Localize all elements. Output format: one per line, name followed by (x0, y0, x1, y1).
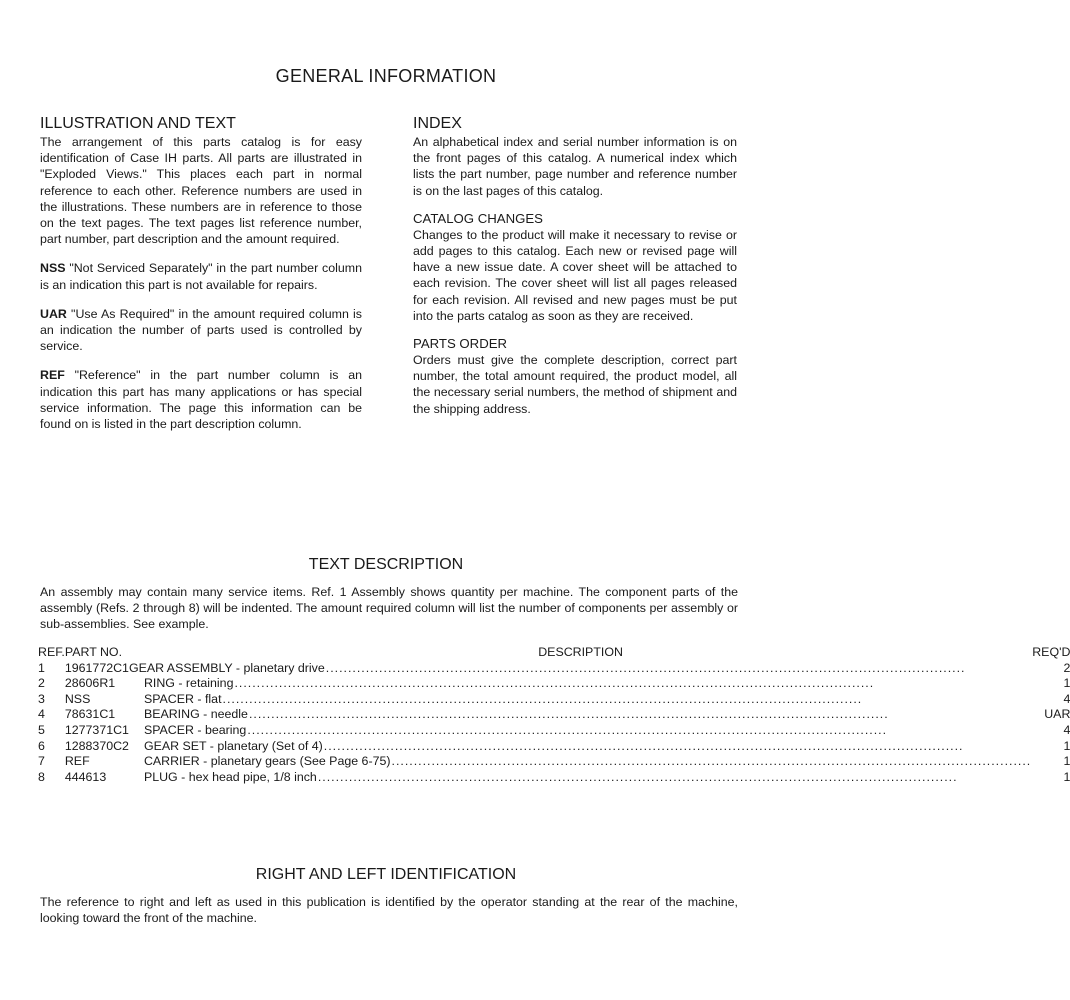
leader-dots (249, 707, 1046, 723)
row-part-no: 1961772C1 (64, 660, 129, 675)
ref-term: REF (40, 368, 65, 383)
row-reqd: 4 (1063, 722, 1070, 737)
table-row (38, 754, 1070, 770)
row-description-cell (129, 754, 1032, 770)
right-column (413, 114, 737, 417)
right-left-heading: RIGHT AND LEFT IDENTIFICATION (255, 866, 517, 883)
row-reqd: 2 (1063, 660, 1070, 675)
leader-dots (223, 692, 1047, 708)
row-description: CARRIER - planetary gears (See Page 6-75) (143, 754, 391, 769)
row-ref: 7 (38, 754, 45, 769)
row-reqd: 1 (1063, 676, 1070, 691)
table-row (38, 676, 1070, 692)
table-row (38, 707, 1070, 723)
parts-order-body: Orders must give the complete description, correct part number, the total amount required, the product model, all the necessary serial numbers, the method of shipment and the shipping address. (413, 353, 737, 416)
illustration-heading: ILLUSTRATION AND TEXT (40, 115, 236, 132)
uar-term: UAR (40, 306, 67, 321)
leader-dots (326, 661, 1031, 677)
row-part-no: 28606R1 (64, 676, 116, 691)
row-description: SPACER - bearing (143, 722, 247, 737)
row-part-no: NSS (64, 691, 91, 706)
row-description-cell (129, 661, 1032, 677)
parts-order-heading: PARTS ORDER (413, 336, 508, 352)
catalog-changes-heading: CATALOG CHANGES (413, 210, 543, 226)
row-description-cell (129, 739, 1032, 755)
row-ref: 8 (38, 769, 45, 784)
left-column (40, 114, 362, 432)
row-description: BEARING - needle (143, 707, 248, 722)
row-description: GEAR SET - planetary (Set of 4) (143, 738, 323, 753)
row-description: RING - retaining (143, 676, 234, 691)
table-row (38, 692, 1070, 708)
leader-dots (324, 739, 1046, 755)
header-ref: REF. (38, 645, 65, 659)
leader-dots (318, 770, 1046, 786)
row-reqd: 1 (1063, 738, 1070, 753)
nss-definition (40, 260, 362, 292)
row-part-no: 1277371C1 (64, 722, 129, 737)
catalog-changes-body: Changes to the product will make it necessary to revise or add pages to this catalog. Each new or revised page will have a new issue date. A cover sheet will be attached to each revision. The cover sheet will list all pages released for each revision. All revised and new pages must be put into the parts catalog as soon as they are received. (413, 227, 737, 323)
row-reqd: 1 (1063, 769, 1070, 784)
uar-text: "Use As Required" in the amount required column is an indication the number of parts used is controlled by service. (40, 306, 362, 354)
row-description-cell (129, 770, 1032, 786)
row-ref: 2 (38, 676, 45, 691)
row-reqd: 4 (1063, 691, 1070, 706)
nss-text: "Not Serviced Separately" in the part number column is an indication this part is not available for repairs. (40, 261, 362, 292)
header-description: DESCRIPTION (538, 645, 623, 659)
row-ref: 1 (38, 660, 45, 675)
uar-definition (40, 306, 362, 355)
header-part-no: PART NO. (64, 645, 123, 659)
table-row (38, 770, 1070, 786)
ref-text: "Reference" in the part number column is an indication this part has many applications or has special service information. The page this information can be found on is listed in the part description column. (40, 368, 362, 432)
leader-dots (234, 676, 1046, 692)
row-ref: 4 (38, 707, 45, 722)
row-ref: 3 (38, 691, 45, 706)
row-part-no: REF (64, 754, 90, 769)
right-left-body: The reference to right and left as used in this publication is identified by the operator standing at the rear of the machine, looking toward the front of the machine. (40, 895, 738, 926)
row-description: PLUG - hex head pipe, 1/8 inch (143, 769, 317, 784)
header-reqd: REQ'D (1032, 645, 1070, 659)
index-body: An alphabetical index and serial number information is on the front pages of this catalog. A numerical index which lists the part number, page number and reference number is on the last pages of this catalog. (413, 135, 737, 198)
row-ref: 6 (38, 738, 45, 753)
row-description-cell (129, 692, 1032, 708)
row-reqd: 1 (1063, 754, 1070, 769)
index-heading: INDEX (413, 115, 462, 132)
table-row (38, 661, 1070, 677)
row-ref: 5 (38, 722, 45, 737)
table-row (38, 739, 1070, 755)
row-description-cell (129, 723, 1032, 739)
ref-definition (40, 367, 362, 432)
row-part-no: 78631C1 (64, 707, 116, 722)
table-row (38, 723, 1070, 739)
row-part-no: 1288370C2 (64, 738, 129, 753)
row-part-no: 444613 (64, 769, 107, 784)
example-parts-table (38, 645, 1070, 785)
leader-dots (247, 723, 1046, 739)
row-description-cell (129, 707, 1032, 723)
text-description-heading: TEXT DESCRIPTION (308, 556, 464, 573)
row-description: SPACER - flat (143, 691, 222, 706)
leader-dots (392, 754, 1047, 770)
row-reqd: UAR (1044, 707, 1070, 722)
nss-term: NSS (40, 261, 66, 276)
row-description-cell (129, 676, 1032, 692)
table-header-row (38, 645, 1070, 661)
row-description: GEAR ASSEMBLY - planetary drive (128, 660, 325, 675)
text-description-body: An assembly may contain many service items. Ref. 1 Assembly shows quantity per machine. The component parts of the assembly (Refs. 2 through 8) will be indented. The amount required column will list the number of components per assembly or sub-assemblies. See example. (40, 585, 738, 632)
illustration-body: The arrangement of this parts catalog is for easy identification of Case IH parts. All parts are illustrated in "Exploded Views." This places each part in normal reference to each other. Reference numbers are used in the illustrations. These numbers are in reference to those on the text pages. The text pages list reference number, part number, part description and the amount required. (40, 135, 362, 247)
page-title: GENERAL INFORMATION (275, 66, 497, 86)
